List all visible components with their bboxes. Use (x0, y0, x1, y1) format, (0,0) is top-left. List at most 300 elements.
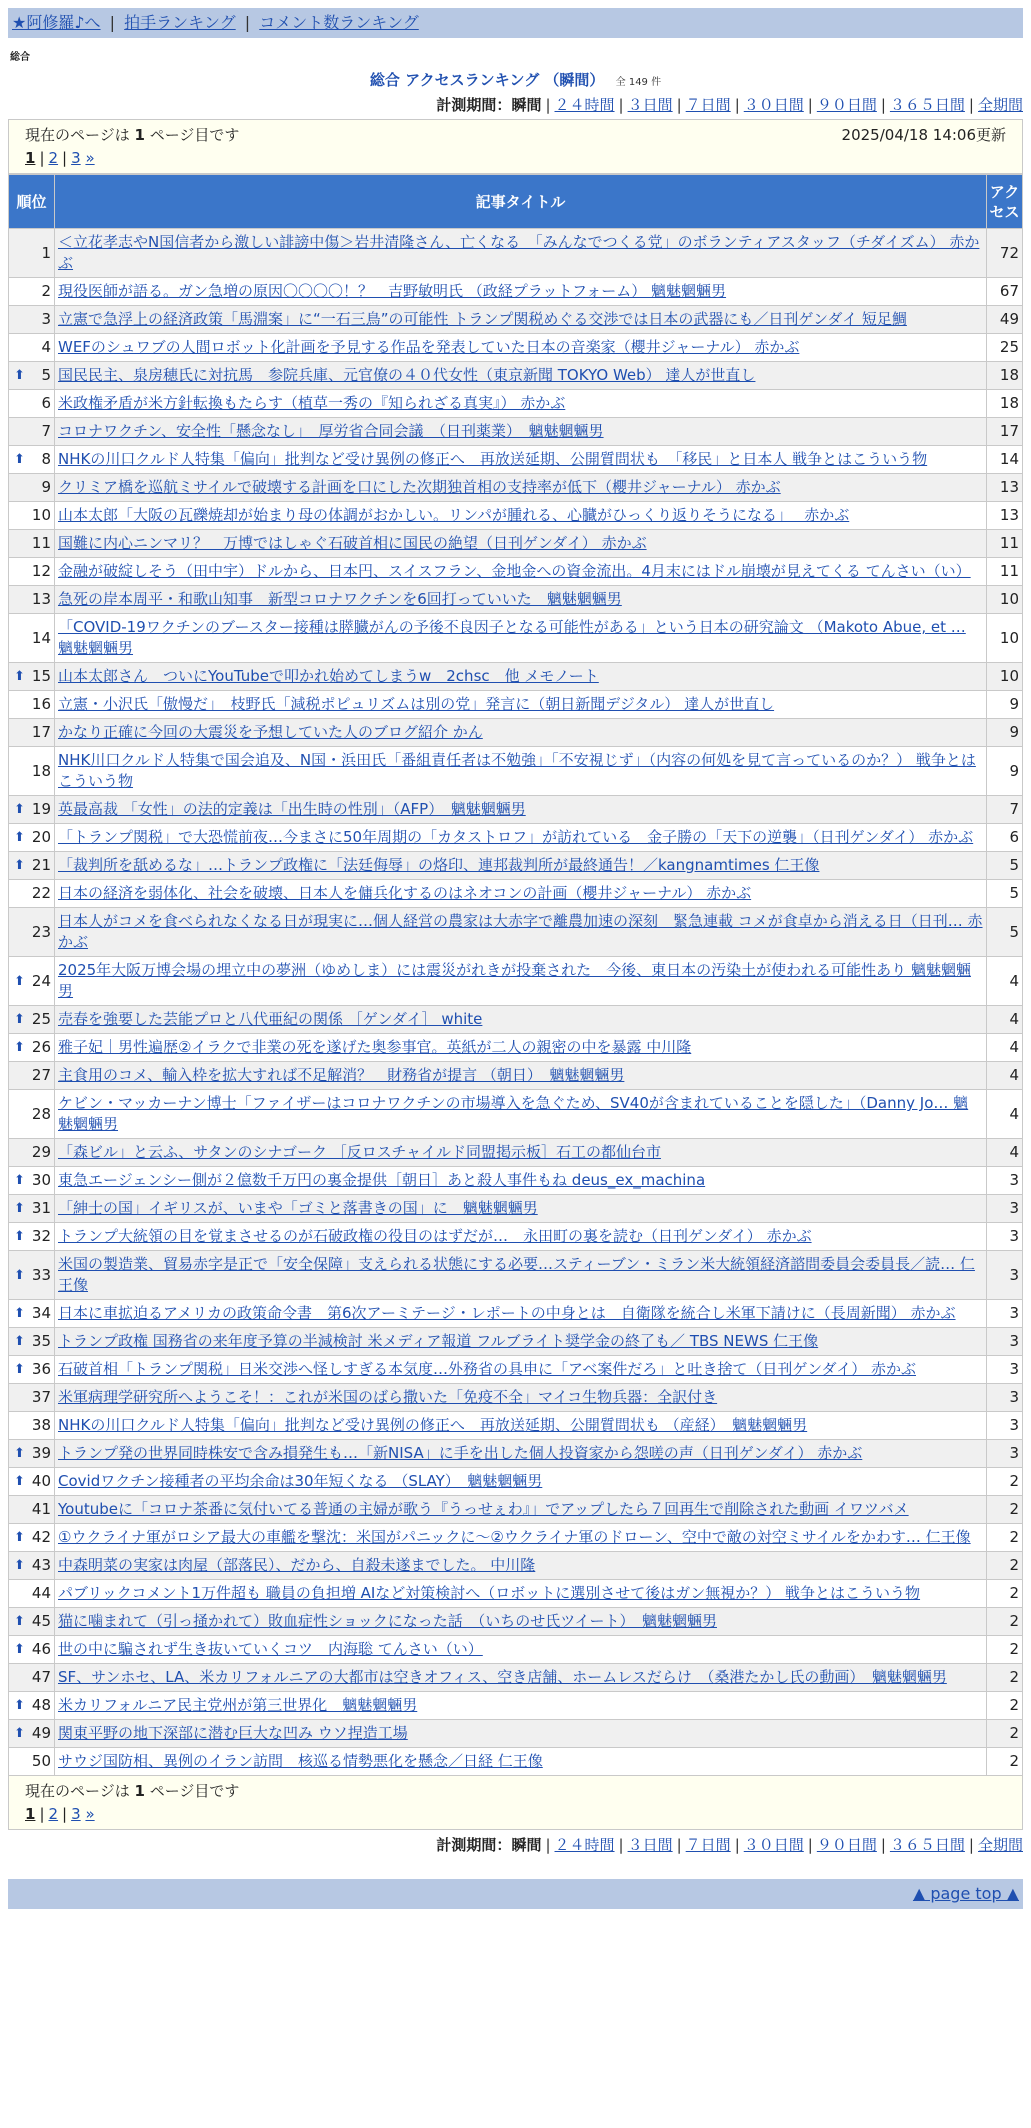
access-count: 4 (987, 1090, 1023, 1139)
page-link-2[interactable]: 2 (48, 149, 59, 167)
rank-number: 47 (31, 1668, 51, 1686)
rank-number: 9 (41, 478, 51, 496)
rank-cell (9, 446, 55, 474)
period-separator: | (968, 96, 974, 114)
title-cell (55, 1328, 987, 1356)
title-cell (55, 691, 987, 719)
rank-number: 19 (31, 800, 51, 818)
page-link-3[interactable]: 3 (71, 1805, 81, 1823)
title-cell (55, 1006, 987, 1034)
nav-separator: | (244, 13, 251, 32)
rank-number: 18 (31, 761, 51, 780)
rank-cell (9, 530, 55, 558)
title-cell (55, 1580, 987, 1608)
period-selector (8, 1834, 1023, 1855)
rank-cell (9, 1139, 55, 1167)
access-count: 5 (987, 908, 1023, 957)
rank-number: 16 (31, 695, 51, 713)
rank-number: 1 (41, 243, 51, 262)
article-link[interactable]: 急死の岸本周平・和歌山知事 新型コロナワクチンを6回打っていいた 魑魅魍魎男 (58, 590, 622, 608)
title-cell (55, 502, 987, 530)
access-count: 2 (987, 1496, 1023, 1524)
title-cell (55, 1720, 987, 1748)
title-cell (55, 1300, 987, 1328)
article-link[interactable]: 世の中に騙されず生き抜いていくコツ 内海聡 てんさい（い） (58, 1640, 483, 1658)
comment-ranking-link[interactable]: コメント数ランキング (259, 13, 419, 32)
rank-cell (9, 1300, 55, 1328)
rank-number: 32 (31, 1227, 51, 1245)
rank-number: 6 (41, 394, 51, 412)
access-count: 3 (987, 1251, 1023, 1300)
article-link[interactable]: 立憲で急浮上の経済政策「馬淵案」に“一石三鳥”の可能性 トランプ関税めぐる交渉では日本の武器にも／日刊ゲンダイ 短足鯛 (58, 310, 907, 328)
article-link[interactable]: Youtubeに「コロナ茶番に気付いてる普通の主婦が歌う『うっせぇわ』」でアップしたら７回再生で削除された動画 イワツバメ (58, 1500, 909, 1518)
access-count: 2 (987, 1524, 1023, 1552)
access-count: 11 (987, 530, 1023, 558)
access-count: 25 (987, 334, 1023, 362)
access-count: 2 (987, 1468, 1023, 1496)
header-title: 記事タイトル (55, 175, 987, 229)
access-count: 4 (987, 1006, 1023, 1034)
rank-cell (9, 306, 55, 334)
article-link[interactable]: コロナワクチン、安全性「懸念なし」 厚労省合同会議 （日刊薬業） 魑魅魍魎男 (58, 422, 604, 440)
up-arrow-icon: ⬆ (14, 858, 25, 873)
title-cell (55, 1608, 987, 1636)
period-separator: | (807, 1836, 813, 1854)
table-row (9, 957, 1023, 1006)
up-arrow-icon: ⬆ (14, 1726, 25, 1741)
period-separator: | (880, 96, 886, 114)
access-count: 3 (987, 1300, 1023, 1328)
rank-cell (9, 278, 55, 306)
title-cell (55, 390, 987, 418)
period-link-3[interactable]: ３０日間 (743, 96, 804, 114)
rank-cell (9, 474, 55, 502)
access-count: 4 (987, 1139, 1023, 1167)
rank-cell (9, 1034, 55, 1062)
article-link[interactable]: かなり正確に今回の大震災を予想していた人のブログ紹介 かん (58, 723, 483, 741)
rank-number: 43 (31, 1556, 51, 1574)
article-link[interactable]: 米国の製造業、貿易赤字是正で「安全保障」支えられる状態にする必要…スティーブン・ミラン米大統領経済諮問委員会委員長／読… 仁王像 (58, 1255, 975, 1294)
table-row (9, 1692, 1023, 1720)
title-cell (55, 1552, 987, 1580)
rank-cell (9, 229, 55, 278)
rank-cell (9, 957, 55, 1006)
rank-number: 41 (31, 1500, 51, 1518)
table-row (9, 880, 1023, 908)
up-arrow-icon: ⬆ (14, 1474, 25, 1489)
article-link[interactable]: ＜立花孝志やN国信者から激しい誹謗中傷＞岩井清隆さん、亡くなる 「みんなでつくる党」のボランティアスタッフ（チダイズム） 赤かぶ (58, 233, 980, 272)
table-row (9, 1251, 1023, 1300)
up-arrow-icon: ⬆ (14, 973, 25, 989)
pagination (25, 149, 1006, 167)
rank-cell (9, 852, 55, 880)
table-row (9, 306, 1023, 334)
rank-number: 10 (31, 506, 51, 524)
up-arrow-icon: ⬆ (14, 830, 25, 845)
period-link-1[interactable]: ３日間 (627, 1836, 673, 1854)
period-link-1[interactable]: ３日間 (627, 96, 673, 114)
title-cell (55, 796, 987, 824)
period-link-6[interactable]: 全期間 (977, 96, 1023, 114)
rank-cell (9, 691, 55, 719)
page-info-box (8, 119, 1023, 174)
title-cell (55, 957, 987, 1006)
article-link[interactable]: 2025年大阪万博会場の埋立中の夢洲（ゆめしま）には震災がれきが投棄された 今後、東日本の汚染土が使われる可能性あり 魑魅魍魎男 (58, 961, 971, 1000)
rank-number: 28 (31, 1104, 51, 1123)
article-link[interactable]: 中森明菜の実家は肉屋（部落民）、だから、自殺未遂までした。 中川隆 (58, 1556, 536, 1574)
period-separator: | (880, 1836, 886, 1854)
up-arrow-icon: ⬆ (14, 1334, 25, 1349)
rank-number: 29 (31, 1143, 51, 1161)
access-count: 4 (987, 957, 1023, 1006)
access-count: 3 (987, 1195, 1023, 1223)
rank-cell (9, 824, 55, 852)
rank-cell (9, 880, 55, 908)
table-row (9, 418, 1023, 446)
period-link-3[interactable]: ３０日間 (743, 1836, 804, 1854)
page-top-link[interactable]: ▲ page top ▲ (912, 1884, 1019, 1903)
next-page-link[interactable]: » (85, 149, 95, 167)
rank-cell (9, 1356, 55, 1384)
period-link-4[interactable]: ９０日間 (816, 96, 877, 114)
rank-cell (9, 1090, 55, 1139)
article-link[interactable]: トランプ政権 国務省の来年度予算の半減検討 米メディア報道 フルブライト奨学金の終了も／ TBS NEWS 仁王像 (58, 1332, 819, 1350)
access-count: 3 (987, 1167, 1023, 1195)
up-arrow-icon: ⬆ (14, 1446, 25, 1461)
table-row (9, 1524, 1023, 1552)
rank-number: 38 (31, 1416, 51, 1434)
rank-cell (9, 1636, 55, 1664)
title-cell (55, 880, 987, 908)
title-cell (55, 1167, 987, 1195)
rank-cell (9, 1440, 55, 1468)
period-link-4[interactable]: ９０日間 (816, 1836, 877, 1854)
rank-number: 25 (31, 1010, 51, 1028)
rank-number: 17 (31, 723, 51, 741)
rank-number: 48 (31, 1696, 51, 1714)
title-cell (55, 530, 987, 558)
article-link[interactable]: 国民民主、泉房穂氏に対抗馬 参院兵庫、元官僚の４０代女性（東京新聞 TOKYO Web） 達人が世直し (58, 366, 756, 384)
article-link[interactable]: ①ウクライナ軍がロシア最大の車艦を撃沈：米国がパニックに～②ウクライナ軍のドローン、空中で敵の対空ミサイルをかわす… 仁王像 (58, 1528, 971, 1546)
article-link[interactable]: 国難に内心ニンマリ？ 万博ではしゃぐ石破首相に国民の絶望（日刊ゲンダイ） 赤かぶ (58, 534, 647, 552)
article-link[interactable]: 現役医師が語る。ガン急増の原因〇〇〇〇！？ 吉野敏明氏 （政経プラットフォーム） 魑魅魍魎男 (58, 282, 727, 300)
updated-timestamp: 2025/04/18 14:06更新 (841, 126, 1006, 144)
title-cell (55, 908, 987, 957)
rank-cell (9, 908, 55, 957)
total-count: 全 149 件 (615, 77, 662, 88)
access-count: 10 (987, 614, 1023, 663)
rank-cell (9, 1328, 55, 1356)
table-row (9, 1034, 1023, 1062)
period-link-2[interactable]: ７日間 (685, 1836, 731, 1854)
article-link[interactable]: 石破首相「トランプ関税」日米交渉へ怪しすぎる本気度…外務省の具申に「アベ案件だろ」と吐き捨て（日刊ゲンダイ） 赤かぶ (58, 1360, 916, 1378)
rank-number: 11 (31, 534, 51, 552)
title-cell (55, 1384, 987, 1412)
access-count: 9 (987, 719, 1023, 747)
up-arrow-icon: ⬆ (14, 1012, 25, 1027)
article-link[interactable]: クリミア橋を巡航ミサイルで破壊する計画を口にした次期独首相の支持率が低下（櫻井ジャーナル） 赤かぶ (58, 478, 781, 496)
rank-cell (9, 1692, 55, 1720)
rank-number: 22 (31, 884, 51, 902)
title-cell (55, 614, 987, 663)
table-row (9, 1412, 1023, 1440)
article-link[interactable]: 日本人がコメを食べられなくなる日が現実に…個人経営の農家は大赤字で離農加速の深刻 緊急連載 コメが食卓から消える日（日刊… 赤かぶ (58, 912, 983, 951)
article-link[interactable]: 東急エージェンシー側が２億数千万円の裏金提供［朝日］あと殺人事件もね deus_ex_machina (58, 1171, 706, 1189)
title-cell (55, 1468, 987, 1496)
article-link[interactable]: 「森ビル」と云ふ、サタンのシナゴーク ［反ロスチャイルド同盟掲示板］石工の都仙台市 (58, 1143, 661, 1161)
rank-cell (9, 362, 55, 390)
next-page-link[interactable]: » (85, 1805, 95, 1823)
title-cell (55, 306, 987, 334)
article-link[interactable]: 主食用のコメ、輸入枠を拡大すれば不足解消？ 財務省が提言 （朝日） 魑魅魍魎男 (58, 1066, 625, 1084)
table-row (9, 1223, 1023, 1251)
access-count: 2 (987, 1552, 1023, 1580)
period-link-0[interactable]: ２４時間 (554, 96, 615, 114)
article-link[interactable]: 米カリフォルニア民主党州が第三世界化 魑魅魍魎男 (58, 1696, 418, 1714)
period-label: 計測期間： (436, 96, 512, 114)
table-row (9, 1496, 1023, 1524)
rank-cell (9, 1223, 55, 1251)
table-row (9, 796, 1023, 824)
current-page-text: 現在のページは 1 ページ目です (25, 126, 240, 144)
period-label: 計測期間： (436, 1836, 512, 1854)
page-link-3[interactable]: 3 (71, 149, 81, 167)
access-count: 5 (987, 852, 1023, 880)
nav-separator: | (109, 13, 116, 32)
table-row (9, 908, 1023, 957)
period-link-6[interactable]: 全期間 (977, 1836, 1023, 1854)
table-row (9, 530, 1023, 558)
rank-cell (9, 1664, 55, 1692)
footer-bar (8, 1879, 1023, 1909)
article-link[interactable]: サウジ国防相、異例のイラン訪問 核巡る情勢悪化を懸念／日経 仁王像 (58, 1752, 543, 1770)
article-link[interactable]: 「COVID-19ワクチンのブースター接種は膵臓がんの予後不良因子となる可能性がある」という日本の研究論文 （Makoto Abue, et … 魑魅魍魎男 (58, 618, 966, 657)
table-row (9, 1006, 1023, 1034)
rank-cell (9, 1524, 55, 1552)
rank-number: 31 (31, 1199, 51, 1217)
article-link[interactable]: 山本太郎「大阪の瓦礫焼却が始まり母の体調がおかしい。リンパが腫れる、心臓がひっくり返りそうになる」 赤かぶ (58, 506, 850, 524)
rank-number: 46 (31, 1640, 51, 1658)
category-label: 総合 (10, 52, 30, 63)
access-count: 10 (987, 586, 1023, 614)
rank-number: 24 (31, 971, 51, 990)
table-row (9, 1748, 1023, 1776)
rank-number: 15 (31, 667, 51, 685)
article-link[interactable]: パブリックコメント1万件超も 職員の負担増 AIなど対策検討へ（ロボットに選別させて後はガン無視か？） 戦争とはこういう物 (58, 1584, 921, 1602)
rank-cell (9, 390, 55, 418)
rank-cell (9, 1496, 55, 1524)
article-link[interactable]: 関東平野の地下深部に潜む巨大な凹み ウソ捏造工場 (58, 1724, 408, 1742)
article-link[interactable]: 米政権矛盾が米方針転換もたらす（植草一秀の『知られざる真実』） 赤かぶ (58, 394, 566, 412)
table-row (9, 1664, 1023, 1692)
table-row (9, 1139, 1023, 1167)
period-link-5[interactable]: ３６５日間 (889, 1836, 965, 1854)
ranking-table (8, 174, 1023, 1776)
access-count: 72 (987, 229, 1023, 278)
title-cell (55, 1195, 987, 1223)
access-count: 3 (987, 1440, 1023, 1468)
table-row (9, 1195, 1023, 1223)
access-count: 2 (987, 1580, 1023, 1608)
rank-cell (9, 1412, 55, 1440)
rank-number: 7 (41, 422, 51, 440)
article-link[interactable]: 日本の経済を弱体化、社会を破壊、日本人を傭兵化するのはネオコンの計画（櫻井ジャーナル） 赤かぶ (58, 884, 752, 902)
clap-ranking-link[interactable]: 拍手ランキング (124, 13, 236, 32)
up-arrow-icon: ⬆ (14, 669, 25, 684)
up-arrow-icon: ⬆ (14, 1362, 25, 1377)
rank-cell (9, 502, 55, 530)
rank-number: 20 (31, 828, 51, 846)
article-link[interactable]: 「トランプ関税」で大恐慌前夜…今まさに50年周期の「カタストロフ」が訪れている 金子勝の「天下の逆襲」（日刊ゲンダイ） 赤かぶ (58, 828, 974, 846)
rank-cell (9, 1552, 55, 1580)
up-arrow-icon: ⬆ (14, 1267, 25, 1283)
access-count: 67 (987, 278, 1023, 306)
title-cell (55, 719, 987, 747)
period-separator: | (676, 1836, 682, 1854)
period-separator: | (676, 96, 682, 114)
table-row (9, 1608, 1023, 1636)
title-cell (55, 1524, 987, 1552)
period-separator: | (618, 1836, 624, 1854)
period-link-2[interactable]: ７日間 (685, 96, 731, 114)
access-count: 49 (987, 306, 1023, 334)
rank-cell (9, 418, 55, 446)
article-link[interactable]: 日本に車拡迫るアメリカの政策命令書 第6次アーミテージ・レポートの中身とは 自衛隊を統合し米軍下請けに（長周新聞） 赤かぶ (58, 1304, 956, 1322)
rank-number: 42 (31, 1528, 51, 1546)
article-link[interactable]: 英最高裁 「女性」の法的定義は「出生時の性別」（AFP） 魑魅魍魎男 (58, 800, 526, 818)
rank-number: 33 (31, 1265, 51, 1284)
article-link[interactable]: トランプ大統領の目を覚まさせるのが石破政権の役目のはずだが… 永田町の裏を読む（日刊ゲンダイ） 赤かぶ (58, 1227, 812, 1245)
article-link[interactable]: 米軍病理学研究所へようこそ！：これが米国のばら撒いた「免疫不全」マイコ生物兵器：全訳付き (58, 1388, 718, 1406)
ranking-title: 総合 アクセスランキング （瞬間） (369, 71, 605, 89)
up-arrow-icon: ⬆ (14, 1642, 25, 1657)
article-link[interactable]: 山本太郎さん ついにYouTubeで叩かれ始めてしまうw 2chsc 他 メモノート (58, 667, 599, 685)
article-link[interactable]: 金融が破綻しそう（田中宇）ドルから、日本円、スイスフラン、金地金への資金流出。4月末にはドル崩壊が見えてくる てんさい（い） (58, 562, 971, 580)
article-link[interactable]: 「裁判所を舐めるな」…トランプ政権に「法廷侮辱」の烙印、連邦裁判所が最終通告！／kangnamtimes 仁王像 (58, 856, 820, 874)
title-cell (55, 586, 987, 614)
rank-number: 3 (41, 310, 51, 328)
title-cell (55, 1440, 987, 1468)
article-link[interactable]: 売春を強要した芸能プロと八代亜紀の関係 ［ゲンダイ］ white (58, 1010, 483, 1028)
current-page-text: 現在のページは 1 ページ目です (25, 1782, 240, 1800)
rank-cell (9, 1608, 55, 1636)
rank-cell (9, 558, 55, 586)
rank-number: 45 (31, 1612, 51, 1630)
article-link[interactable]: 雅子妃｜男性遍歴②イラクで非業の死を遂げた奥参事官。英紙が二人の親密の中を暴露 中川隆 (58, 1038, 692, 1056)
rank-cell (9, 1006, 55, 1034)
access-count: 2 (987, 1608, 1023, 1636)
article-link[interactable]: 猫に噛まれて（引っ掻かれて）敗血症性ショックになった話 （いちのせ氏ツイート） 魑魅魍魎男 (58, 1612, 717, 1630)
up-arrow-icon: ⬆ (14, 1229, 25, 1244)
access-count: 2 (987, 1720, 1023, 1748)
access-count: 13 (987, 502, 1023, 530)
access-count: 9 (987, 747, 1023, 796)
article-link[interactable]: ケビン・マッカーナン博士「ファイザーはコロナワクチンの市場導入を急ぐため、SV40が含まれていることを隠した」（Danny Jo… 魑魅魍魎男 (58, 1094, 969, 1133)
rank-cell (9, 1062, 55, 1090)
access-count: 18 (987, 390, 1023, 418)
title-cell (55, 474, 987, 502)
access-count: 2 (987, 1748, 1023, 1776)
article-link[interactable]: 立憲・小沢氏「傲慢だ」 枝野氏「減税ポピュリズムは別の党」発言に（朝日新聞デジタル） 達人が世直し (58, 695, 775, 713)
article-link[interactable]: Covidワクチン接種者の平均余命は30年短くなる （SLAY） 魑魅魍魎男 (58, 1472, 543, 1490)
table-row (9, 1580, 1023, 1608)
access-count: 17 (987, 418, 1023, 446)
pagination (25, 1805, 1006, 1823)
article-link[interactable]: WEFのシュワブの人間ロボット化計画を予見する作品を発表していた日本の音楽家（櫻井ジャーナル） 赤かぶ (58, 338, 800, 356)
article-link[interactable]: トランプ発の世界同時株安で含み損発生も…「新NISA」に手を出した個人投資家から怨嗟の声（日刊ゲンダイ） 赤かぶ (58, 1444, 863, 1462)
title-cell (55, 1034, 987, 1062)
article-link[interactable]: SF、サンホセ、LA、米カリフォルニアの大都市は空きオフィス、空き店舗、ホームレスだらけ （桑港たかし氏の動画） 魑魅魍魎男 (58, 1668, 947, 1686)
header-rank: 順位 (9, 175, 55, 229)
top-navigation (8, 8, 1023, 38)
rank-cell (9, 747, 55, 796)
table-row (9, 1328, 1023, 1356)
title-cell (55, 1062, 987, 1090)
table-row (9, 586, 1023, 614)
access-count: 3 (987, 1356, 1023, 1384)
table-row (9, 614, 1023, 663)
article-link[interactable]: NHK川口クルド人特集で国会追及、N国・浜田氏「番組責任者は不勉強」「不安視じず」（内容の何処を見て言っているのか？） 戦争とはこういう物 (58, 751, 976, 790)
header-access: アクセス (987, 175, 1023, 229)
period-link-5[interactable]: ３６５日間 (889, 96, 965, 114)
period-selector (8, 94, 1023, 115)
table-row (9, 362, 1023, 390)
table-row (9, 558, 1023, 586)
table-row (9, 1468, 1023, 1496)
table-row (9, 1384, 1023, 1412)
rank-number: 23 (31, 922, 51, 941)
table-row (9, 691, 1023, 719)
table-row (9, 1552, 1023, 1580)
rank-number: 44 (31, 1584, 51, 1602)
rank-number: 13 (31, 590, 51, 608)
up-arrow-icon: ⬆ (14, 802, 25, 817)
rank-number: 39 (31, 1444, 51, 1462)
article-link[interactable]: NHKの川口クルド人特集「偏向」批判など受け異例の修正へ 再放送延期、公開質問状も 「移民」と日本人 戦争とはこういう物 (58, 450, 928, 468)
table-row (9, 852, 1023, 880)
table-row (9, 278, 1023, 306)
period-link-0[interactable]: ２４時間 (554, 1836, 615, 1854)
title-cell (55, 663, 987, 691)
table-row (9, 474, 1023, 502)
table-row (9, 1356, 1023, 1384)
title-cell (55, 1356, 987, 1384)
rank-number: 2 (41, 282, 51, 300)
page-link-2[interactable]: 2 (48, 1805, 59, 1823)
rank-number: 30 (31, 1171, 51, 1189)
title-cell (55, 278, 987, 306)
access-count: 10 (987, 663, 1023, 691)
up-arrow-icon: ⬆ (14, 1558, 25, 1573)
table-row (9, 1720, 1023, 1748)
access-count: 14 (987, 446, 1023, 474)
article-link[interactable]: 「紳士の国」イギリスが、いまや「ゴミと落書きの国」に 魑魅魍魎男 (58, 1199, 538, 1217)
access-count: 7 (987, 796, 1023, 824)
rank-cell (9, 1720, 55, 1748)
access-count: 6 (987, 824, 1023, 852)
up-arrow-icon: ⬆ (14, 1201, 25, 1216)
article-link[interactable]: NHKの川口クルド人特集「偏向」批判など受け異例の修正へ 再放送延期、公開質問状も （産経） 魑魅魍魎男 (58, 1416, 808, 1434)
period-current: 瞬間 (511, 96, 542, 114)
home-link[interactable]: ★阿修羅♪へ (12, 13, 101, 32)
table-row (9, 446, 1023, 474)
table-row (9, 1636, 1023, 1664)
rank-number: 12 (31, 562, 51, 580)
up-arrow-icon: ⬆ (14, 1040, 25, 1055)
page-title (8, 69, 1023, 90)
access-count: 3 (987, 1223, 1023, 1251)
title-cell (55, 1251, 987, 1300)
